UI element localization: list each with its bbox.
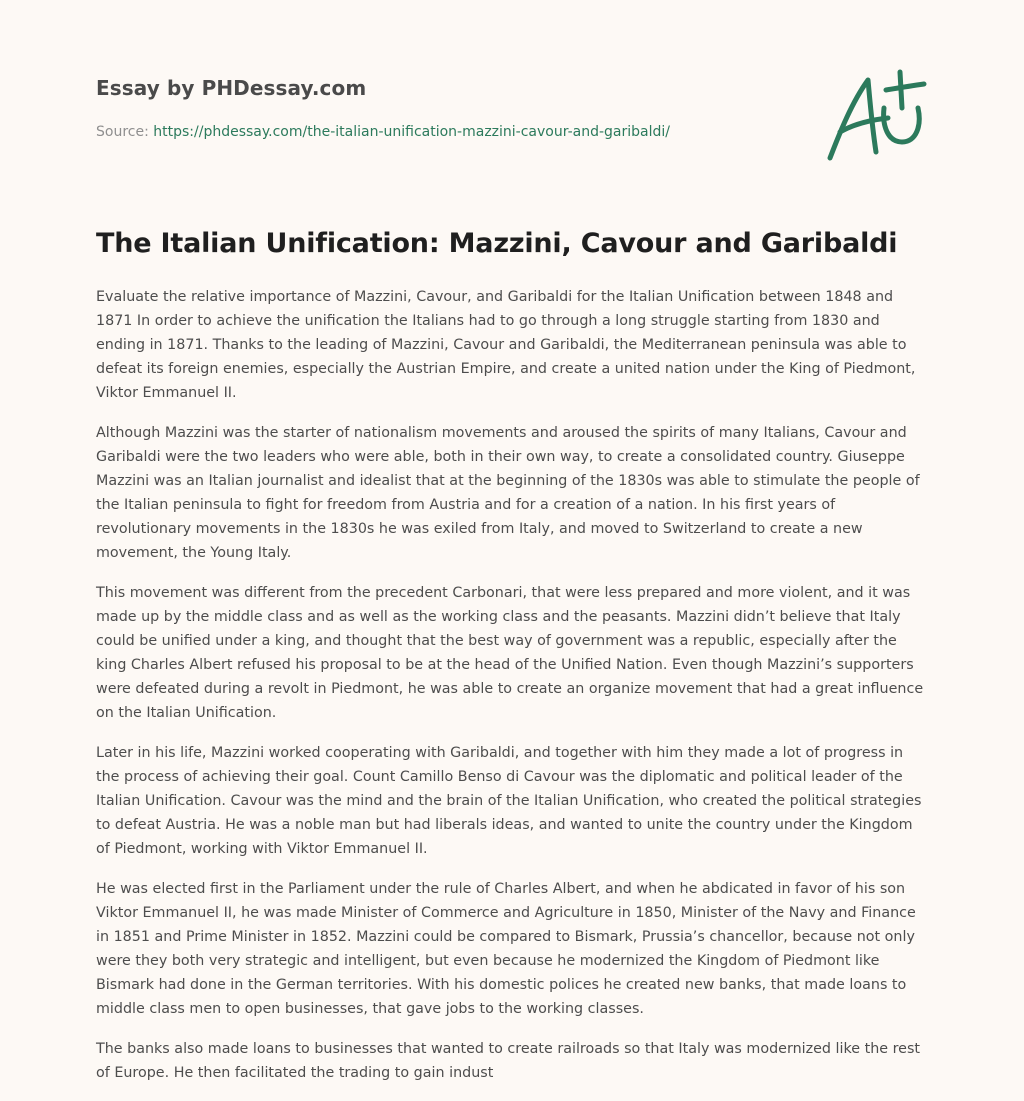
essay-title: The Italian Unification: Mazzini, Cavour and Garibaldi (96, 228, 898, 259)
brand-title: Essay by PHDessay.com (96, 76, 367, 100)
essay-paragraph: Later in his life, Mazzini worked cooperating with Garibaldi, and together with him they made a lot of progress in the process of achieving their goal. Count Camillo Benso di Cavour was the diplomatic and political leader of the Italian Unification. Cavour was the mind and the brain of the Italian Unification, who created the political strategies to defeat Austria. He was a noble man but had liberals ideas, and wanted to unite the country under the Kingdom of Piedmont, working with Viktor Emmanuel II. (96, 745, 922, 857)
essay-paragraph: The banks also made loans to businesses that wanted to create railroads so that Italy was modernized like the rest of Europe. He then facilitated the trading to gain indust (96, 1041, 921, 1081)
source-line (96, 124, 670, 140)
essay-paragraph: Evaluate the relative importance of Mazzini, Cavour, and Garibaldi for the Italian Unification between 1848 and 1871 In order to achieve the unification the Italians had to go through a long struggle starting from 1830 and ending in 1871. Thanks to the leading of Mazzini, Cavour and Garibaldi, the Mediterranean peninsula was able to defeat its foreign enemies, especially the Austrian Empire, and create a united nation under the King of Piedmont, Viktor Emmanuel II. (96, 289, 916, 401)
essay-paragraph: Although Mazzini was the starter of nationalism movements and aroused the spirits of many Italians, Cavour and Garibaldi were the two leaders who were able, both in their own way, to create a consolidated country. Giuseppe Mazzini was an Italian journalist and idealist that at the beginning of the 1830s was able to stimulate the people of the Italian peninsula to fight for freedom from Austria and for a creation of a nation. In his first years of revolutionary movements in the 1830s he was exiled from Italy, and moved to Switzerland to create a new movement, the Young Italy. (96, 425, 920, 561)
essay-body (96, 285, 930, 1101)
source-link[interactable]: https://phdessay.com/the-italian-unification-mazzini-cavour-and-garibaldi/ (153, 124, 670, 140)
a-plus-logo-icon (818, 62, 930, 166)
source-label: Source: (96, 124, 149, 140)
page-header (0, 0, 1024, 200)
essay-paragraph: This movement was different from the precedent Carbonari, that were less prepared and more violent, and it was made up by the middle class and as well as the working class and the peasants. Mazzini didn’t believe that Italy could be unified under a king, and thought that the best way of government was a republic, especially after the king Charles Albert refused his proposal to be at the head of the Unified Nation. Even though Mazzini’s supporters were defeated during a revolt in Piedmont, he was able to create an organize movement that had a great influence on the Italian Unification. (96, 585, 924, 721)
essay-paragraph: He was elected first in the Parliament under the rule of Charles Albert, and when he abdicated in favor of his son Viktor Emmanuel II, he was made Minister of Commerce and Agriculture in 1850, Minister of the Navy and Finance in 1851 and Prime Minister in 1852. Mazzini could be compared to Bismark, Prussia’s chancellor, because not only were they both very strategic and intelligent, but even because he modernized the Kingdom of Piedmont like Bismark had done in the German territories. With his domestic polices he created new banks, that made loans to middle class men to open businesses, that gave jobs to the working classes. (96, 881, 916, 1017)
